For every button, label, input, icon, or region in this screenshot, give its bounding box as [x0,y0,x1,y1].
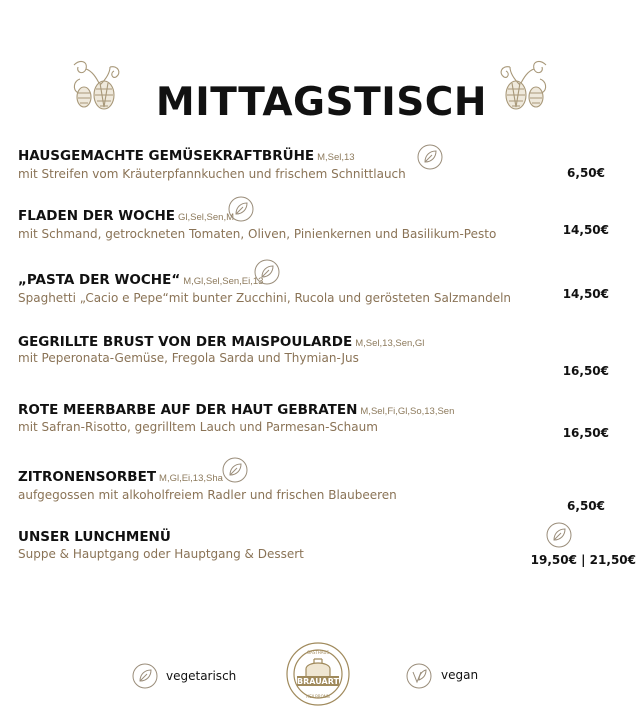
leaf-circle-icon [222,457,248,483]
legend-vegetarian-label: vegetarisch [166,669,237,683]
brauart-logo [285,641,351,707]
menu-item-name [18,402,454,418]
menu-item-description: mit Peperonata-Gemüse, Fregola Sarda und Thymian-Jus [18,351,359,365]
leaf-circle-icon [546,522,572,548]
menu-item-title: FLADEN DER WOCHE [18,208,176,224]
menu-item-description: aufgegossen mit alkoholfreiem Radler und frischen Blaubeeren [18,488,397,502]
menu-item-price: 19,50€ | 21,50€ [530,553,636,567]
leaf-circle-icon [254,259,280,285]
menu-item-name [18,529,171,545]
menu-item-description: mit Schmand, getrockneten Tomaten, Oliven, Pinienkernen und Basilikum-Pesto [18,227,497,241]
menu-item-name [18,272,263,288]
menu-item-allergens: M,Gl,Ei,13,Sha [159,473,223,484]
menu-item-price: 6,50€ [567,166,605,180]
menu-item-allergens: Gl,Sel,Sen,M [178,212,234,223]
menu-item-description: Spaghetti „Cacio e Pepe“mit bunter Zucchini, Rucola und gerösteten Salzmandeln [18,291,512,305]
menu-item-description: mit Streifen vom Kräuterpfannkuchen und frischem Schnittlauch [18,167,406,181]
menu-item-name [18,148,355,164]
menu-item-allergens: M,Gl,Sel,Sen,Ei,13 [183,276,264,287]
menu-item-name [18,334,424,350]
menu-item-title: UNSER LUNCHMENÜ [18,529,171,545]
leaf-circle-icon [228,196,254,222]
menu-item-description: mit Safran-Risotto, gegrilltem Lauch und Parmesan-Schaum [18,420,378,434]
legend-vegan-label: vegan [441,668,479,682]
menu-item-allergens: M,Sel,13 [317,152,355,163]
menu-item-price: 6,50€ [567,499,605,513]
leaf-v-circle-icon [406,663,432,689]
menu-item-description: Suppe & Hauptgang oder Hauptgang & Dessert [18,547,304,561]
menu-item-name [18,208,234,224]
menu-item-price: 14,50€ [562,287,609,301]
menu-item-price: 16,50€ [562,426,609,440]
logo-main-text: BRAUART [297,677,339,686]
leaf-circle-icon [417,144,443,170]
menu-item-title: ZITRONENSORBET [18,469,157,485]
menu-item-allergens: M,Sel,Fi,Gl,So,13,Sen [360,406,455,417]
menu-item-price: 16,50€ [562,364,609,378]
menu-item-title: HAUSGEMACHTE GEMÜSEKRAFTBRÜHE [18,148,315,164]
menu-item-title: „PASTA DER WOCHE“ [18,272,181,288]
logo-bottom-text: HEILBRONN [306,694,330,699]
logo-top-text: GASTHAUS [306,650,330,655]
leaf-circle-icon [132,663,158,689]
page-title: MITTAGSTISCH [155,80,488,125]
menu-item-allergens: M,Sel,13,Sen,Gl [355,338,425,349]
menu-item-name [18,469,223,485]
menu-item-price: 14,50€ [562,223,609,237]
menu-item-title: ROTE MEERBARBE AUF DER HAUT GEBRATEN [18,402,358,418]
menu-item-title: GEGRILLTE BRUST VON DER MAISPOULARDE [18,334,353,350]
